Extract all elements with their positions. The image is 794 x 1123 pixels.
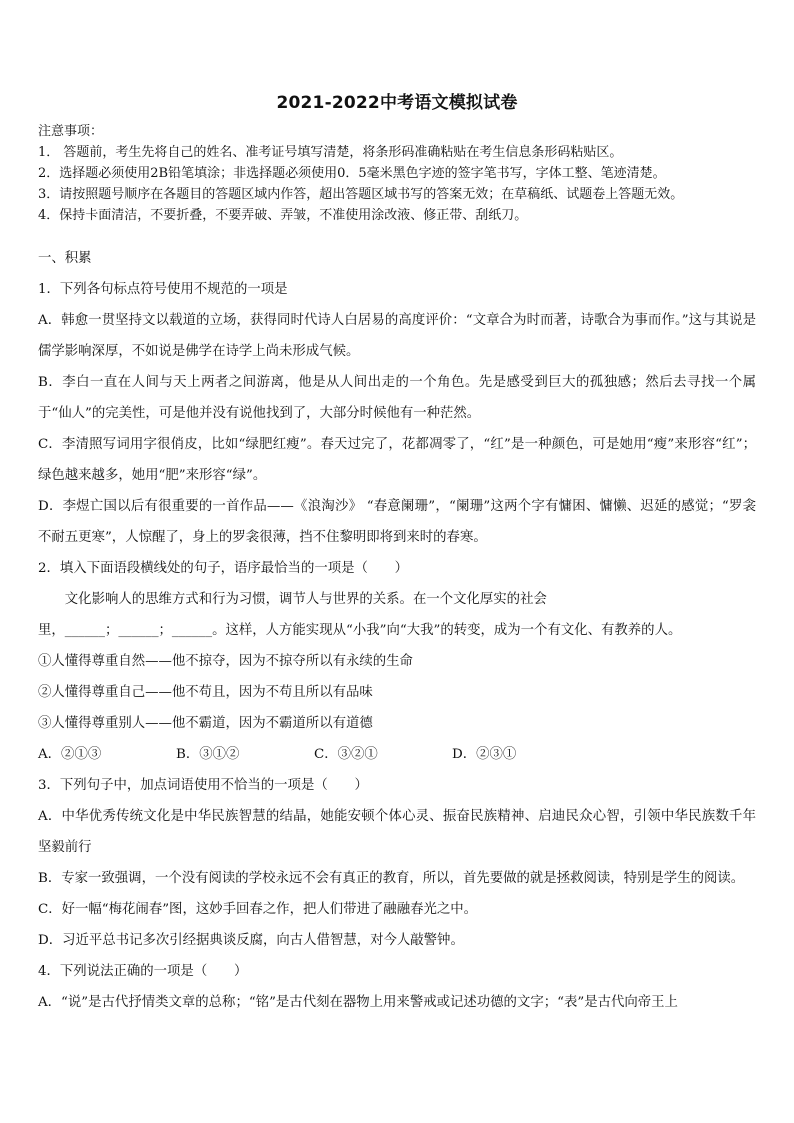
exam-body [38, 243, 756, 1018]
option-d: D．李煜亡国以后有很重要的一首作品——《浪淘沙》 “春意阑珊”，“阑珊”这两个字有慵困、慵懒、迟延的感觉；“罗衾不耐五更寒”，人惊醒了，身上的罗衾很薄，挡不住黎明即将到来时的春寒。 [38, 499, 756, 545]
question-stem: 2．填入下面语段横线处的句子，语序最恰当的一项是（ ） [38, 561, 409, 576]
option-a: A．韩愈一贯坚持文以载道的立场，获得同时代诗人白居易的高度评价：“文章合为时而著，诗歌合为事而作。”这与其说是儒学影响深厚，不如说是佛学在诗学上尚未形成气候。 [38, 313, 756, 359]
option-c: C．李清照写词用字很俏皮，比如“绿肥红瘦”。春天过完了，花都凋零了，“红”是一种颜色，可是她用“瘦”来形容“红”；绿色越来越多，她用“肥”来形容“绿”。 [38, 437, 756, 483]
notice-item: 4．保持卡面清洁，不要折叠，不要弄破、弄皱，不准使用涂改液、修正带、刮纸刀。 [38, 208, 528, 223]
notice-item: 2．选择题必须使用2B铅笔填涂；非选择题必须使用0．5毫米黑色字迹的签字笔书写，字体工整、笔迹清楚。 [38, 166, 666, 181]
passage-line: 里，______；______；______。这样，人方能实现从“小我”向“大我”的转变，成为一个有文化、有教养的人。 [38, 623, 682, 638]
option-b: B．李白一直在人间与天上两者之间游离，他是从人间出走的一个角色。先是感受到巨大的孤独感；然后去寻找一个属于“仙人”的完美性，可是他并没有说他找到了，大部分时候他有一种茫然。 [38, 375, 756, 421]
answer-options [38, 739, 756, 770]
option-d: D．习近平总书记多次引经据典谈反腐，向古人借智慧，对今人敲警钟。 [38, 933, 464, 948]
option-b: B．专家一致强调，一个没有阅读的学校永远不会有真正的教育，所以，首先要做的就是拯救阅读，特别是学生的阅读。 [38, 871, 745, 886]
sentence-1: ①人懂得尊重自然——他不掠夺，因为不掠夺所以有永续的生命 [38, 654, 413, 669]
option-b: B．③①② [176, 747, 240, 762]
option-a: A．中华优秀传统文化是中华民族智慧的结晶，她能安顿个体心灵、振奋民族精神、启迪民众心智，引领中华民族数千年坚毅前行 [38, 809, 756, 855]
notice-block [38, 121, 758, 226]
option-c: C．好一幅“梅花闹春”图，这妙手回春之作，把人们带进了融融春光之中。 [38, 902, 478, 917]
notice-item: 3．请按照题号顺序在各题目的答题区域内作答，超出答题区域书写的答案无效；在草稿纸、试题卷上答题无效。 [38, 187, 684, 202]
question-stem: 3．下列句子中，加点词语使用不恰当的一项是（ ） [38, 778, 368, 793]
sentence-2: ②人懂得尊重自己——他不苟且，因为不苟且所以有品味 [38, 685, 373, 700]
notice-heading: 注意事项： [38, 124, 104, 139]
question-stem: 1．下列各句标点符号使用不规范的一项是 [38, 282, 288, 297]
option-d: D．②③① [452, 747, 517, 762]
question-stem: 4．下列说法正确的一项是（ ） [38, 964, 248, 979]
page-title: 2021-2022中考语文模拟试卷 [276, 93, 518, 113]
sentence-3: ③人懂得尊重别人——他不霸道，因为不霸道所以有道德 [38, 716, 373, 731]
section-heading: 一、积累 [38, 251, 92, 266]
option-a: A．②①③ [38, 747, 102, 762]
passage-line: 文化影响人的思维方式和行为习惯，调节人与世界的关系。在一个文化厚实的社会 [64, 592, 547, 607]
notice-item: 1． 答题前，考生先将自己的姓名、准考证号填写清楚，将条形码准确粘贴在考生信息条形码粘贴区。 [38, 145, 623, 160]
option-c: C．③②① [314, 747, 378, 762]
option-a: A．“说”是古代抒情类文章的总称；“铭”是古代刻在器物上用来警戒或记述功德的文字；“表”是古代向帝王上 [38, 995, 678, 1010]
